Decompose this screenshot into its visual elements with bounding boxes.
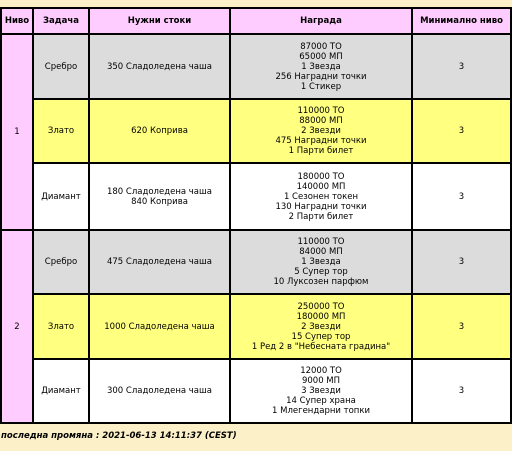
table-row xyxy=(1,294,511,359)
header-min-level: Минимално ниво xyxy=(412,8,511,34)
header-goods: Нужни стоки xyxy=(89,8,230,34)
table-row xyxy=(1,34,511,99)
goods-cell xyxy=(89,34,230,99)
min-level-cell: 3 xyxy=(412,230,511,294)
reward-line: 1 Сезонен токен xyxy=(283,191,359,202)
reward-line: 5 Супер тор xyxy=(294,267,348,277)
reward-line: 1 Звезда xyxy=(301,61,341,72)
goods-line: 300 Сладоледена чаша xyxy=(106,386,213,396)
table-row xyxy=(1,230,511,294)
reward-cell xyxy=(230,99,412,163)
task-cell: Диамант xyxy=(33,163,89,230)
min-level-cell: 3 xyxy=(412,163,511,230)
reward-line: 14 Супер храна xyxy=(286,396,356,406)
min-level-cell: 3 xyxy=(412,99,511,163)
goods-cell xyxy=(89,230,230,294)
level-cell: 1 xyxy=(1,34,33,230)
reward-line: 84000 МП xyxy=(299,247,343,257)
last-modified: последна промяна : 2021-06-13 14:11:37 (CEST) xyxy=(1,431,237,441)
task-cell: Сребро xyxy=(33,230,89,294)
reward-line: 180000 МП xyxy=(296,311,346,322)
goods-cell xyxy=(89,163,230,230)
reward-line: 9000 МП xyxy=(301,376,341,386)
reward-line: 10 Луксозен парфюм xyxy=(273,277,369,287)
header-reward: Награда xyxy=(230,8,412,34)
reward-line: 88000 МП xyxy=(299,116,343,126)
reward-line: 1 Стикер xyxy=(300,81,342,92)
reward-cell xyxy=(230,163,412,230)
header-row xyxy=(1,8,511,34)
reward-line: 2 Парти билет xyxy=(288,211,354,222)
reward-cell xyxy=(230,294,412,359)
table-row xyxy=(1,163,511,230)
min-level-cell: 3 xyxy=(412,359,511,423)
reward-cell xyxy=(230,230,412,294)
goods-line: 475 Сладоледена чаша xyxy=(106,257,213,267)
reward-line: 15 Супер тор xyxy=(291,331,351,342)
reward-line: 180000 ТО xyxy=(297,171,345,182)
reward-line: 475 Наградни точки xyxy=(275,136,367,146)
reward-line: 2 Звезди xyxy=(301,321,341,332)
reward-line: 87000 ТО xyxy=(300,41,342,52)
level-cell: 2 xyxy=(1,230,33,423)
reward-line: 1 Звезда xyxy=(301,257,341,267)
reward-line: 130 Наградни точки xyxy=(275,201,367,212)
goods-line: 1000 Сладоледена чаша xyxy=(104,321,215,332)
task-cell: Диамант xyxy=(33,359,89,423)
reward-line: 12000 ТО xyxy=(300,366,342,376)
goods-cell xyxy=(89,99,230,163)
reward-line: 110000 ТО xyxy=(297,237,345,247)
header-level: Ниво xyxy=(1,8,33,34)
header-task: Задача xyxy=(33,8,89,34)
goods-cell xyxy=(89,294,230,359)
reward-line: 140000 МП xyxy=(296,181,346,192)
reward-line: 256 Наградни точки xyxy=(275,71,367,82)
reward-line: 110000 ТО xyxy=(297,106,345,116)
reward-line: 65000 МП xyxy=(299,51,343,62)
table-row xyxy=(1,359,511,423)
table-row xyxy=(1,99,511,163)
reward-line: 1 Парти билет xyxy=(288,146,354,156)
task-cell: Злато xyxy=(33,99,89,163)
task-cell: Сребро xyxy=(33,34,89,99)
goods-line: 840 Коприва xyxy=(131,196,188,207)
task-cell: Злато xyxy=(33,294,89,359)
reward-line: 2 Звезди xyxy=(301,126,341,136)
reward-cell xyxy=(230,34,412,99)
min-level-cell: 3 xyxy=(412,294,511,359)
reward-cell xyxy=(230,359,412,423)
reward-line: 250000 ТО xyxy=(297,301,345,312)
goods-line: 620 Коприва xyxy=(131,126,188,136)
reward-line: 1 Ред 2 в "Небесната градина" xyxy=(251,341,391,352)
quest-table-body xyxy=(1,34,511,423)
goods-cell xyxy=(89,359,230,423)
min-level-cell: 3 xyxy=(412,34,511,99)
goods-line: 350 Сладоледена чаша xyxy=(106,61,213,72)
reward-line: 3 Звезди xyxy=(301,386,341,396)
reward-line: 1 Млегендарни топки xyxy=(272,406,370,416)
quest-table xyxy=(0,7,512,424)
goods-line: 180 Сладоледена чаша xyxy=(106,186,213,197)
